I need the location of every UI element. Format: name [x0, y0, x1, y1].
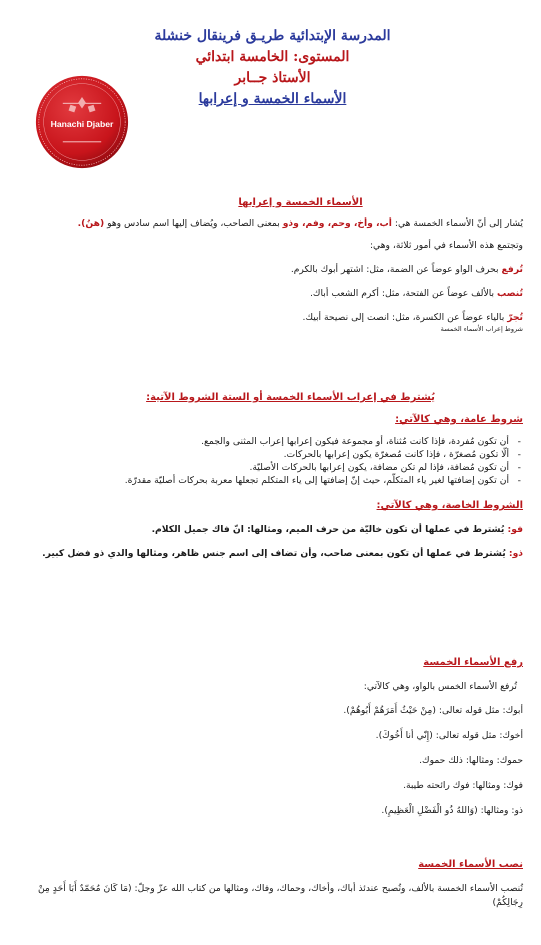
section-title-nasb: نصب الأسماء الخمسة	[418, 859, 523, 870]
svg-text:Hanachi Djaber: Hanachi Djaber	[50, 118, 114, 129]
lesson-title: الأسماء الخمسة و إعرابها	[198, 91, 347, 107]
general-conditions-title: شروط عامة، وهي كالآتي:	[395, 414, 523, 425]
special-conditions-title: الشروط الخاصة، وهي كالآتي:	[376, 500, 523, 511]
small-caption: شروط إعراب الأسماء الخمسة	[440, 325, 523, 333]
seal-stamp-icon	[34, 74, 130, 170]
list-item: - أن تكون مُضافة، فإذا لم تكن مضافة، يكون إعرابها بالحركات الأصليّة.	[18, 461, 509, 474]
nasb-section	[18, 858, 523, 910]
raf-example: حموك: ومثالها: ذلك حموك.	[419, 755, 523, 766]
section-title-conditions: يُشترط في إعراب الأسماء الخمسة أو الستة الشروط الآتية:	[146, 392, 435, 403]
class-level: المستوى: الخامسة ابتدائي	[195, 49, 350, 65]
intro-section	[18, 196, 523, 333]
intro-paragraph: يُشار إلى أنّ الأسماء الخمسة هي: أب، وأخ، وحم، وفم، وذو بمعنى الصاحب، ويُضاف إليها اسم سادس وهو (هنُ).	[77, 218, 523, 229]
school-name: المدرسة الإبتدائية طريـق فرينقال خنشلة	[154, 28, 391, 44]
rule-nasb: تُنصب بالألف عوضاً عن الفتحة، مثل: أكرم الشعب أباك.	[310, 288, 523, 299]
raf-intro: تُرفع الأسماء الخمس بالواو، وهي كالآتي:	[363, 681, 517, 692]
raf-section	[18, 656, 523, 818]
condition-dhu: ذو: يُشترط في عملها أن تكون بمعنى صاحب، وأن تضاف إلى اسم جنس ظاهر، ومثالها والدي ذو فضل كبير.	[42, 548, 523, 559]
teacher-name: الأستاذ جــابر	[234, 70, 311, 86]
section-title-raf: رفع الأسماء الخمسة	[423, 657, 523, 668]
condition-fu: فو: يُشترط في عملها أن تكون خاليّة من حرف الميم، ومثالها: انّ فاك جميل الكلام.	[151, 524, 523, 535]
rule-jarr: تُجرّ بالياء عوضاً عن الكسرة، مثل: انصت إلى نصيحة أبيك.	[302, 312, 523, 323]
list-item: - ألّا تكون مُصغرّة ، فإذا كانت مُصغرّة يكون إعرابها بالحركات.	[18, 448, 509, 461]
general-conditions-list	[18, 435, 523, 487]
nasb-paragraph: تُنصب الأسماء الخمسة بالألف، وتُصبح عندئذ أباك، وأخاك، وحماك، وفاك، ومثالها من كتاب الله عزّ وجلّ: (مَا كَانَ مُحَمّدٌ أَبَا أَحَدٍ مِنْ رِجَالِكُمْ)	[37, 883, 523, 908]
raf-example: فوك: ومثالها: فوك رائحته طيبة.	[403, 780, 523, 791]
raf-example: أبوك: مثل قوله تعالى: (مِنْ حَيْثُ أَمَرَهُمْ أَبُوهُمْ).	[343, 705, 523, 716]
conditions-section	[18, 391, 523, 561]
rule-raf: تُرفع بحرف الواو عوضاً عن الضمة، مثل: اشتهر أبوك بالكرم.	[290, 264, 523, 275]
document-header	[150, 26, 395, 110]
raf-example: ذو: ومثالها: (وَاللهُ ذُو الْفَضْلِ الْعَظِيمِ).	[381, 805, 523, 816]
intro-paragraph-2: وتجتمع هذه الأسماء في أمور ثلاثة، وهي:	[369, 240, 523, 251]
list-item: - أن تكون إضافتها لغير ياء المتكلّم، حيث إنّ إضافتها إلى ياء المتكلم تجعلها معربة بحركات أصليّة مقدرّة.	[18, 474, 509, 487]
section-title-intro: الأسماء الخمسة و إعرابها	[238, 197, 363, 208]
raf-example: أخوك: مثل قوله تعالى: (إِنّي أنا أَخُوكَ).	[375, 730, 523, 741]
list-item: - أن تكون مُفردة، فإذا كانت مُثناة، أو مجموعة فيكون إعرابها إعراب المثنى والجمع.	[18, 435, 509, 448]
